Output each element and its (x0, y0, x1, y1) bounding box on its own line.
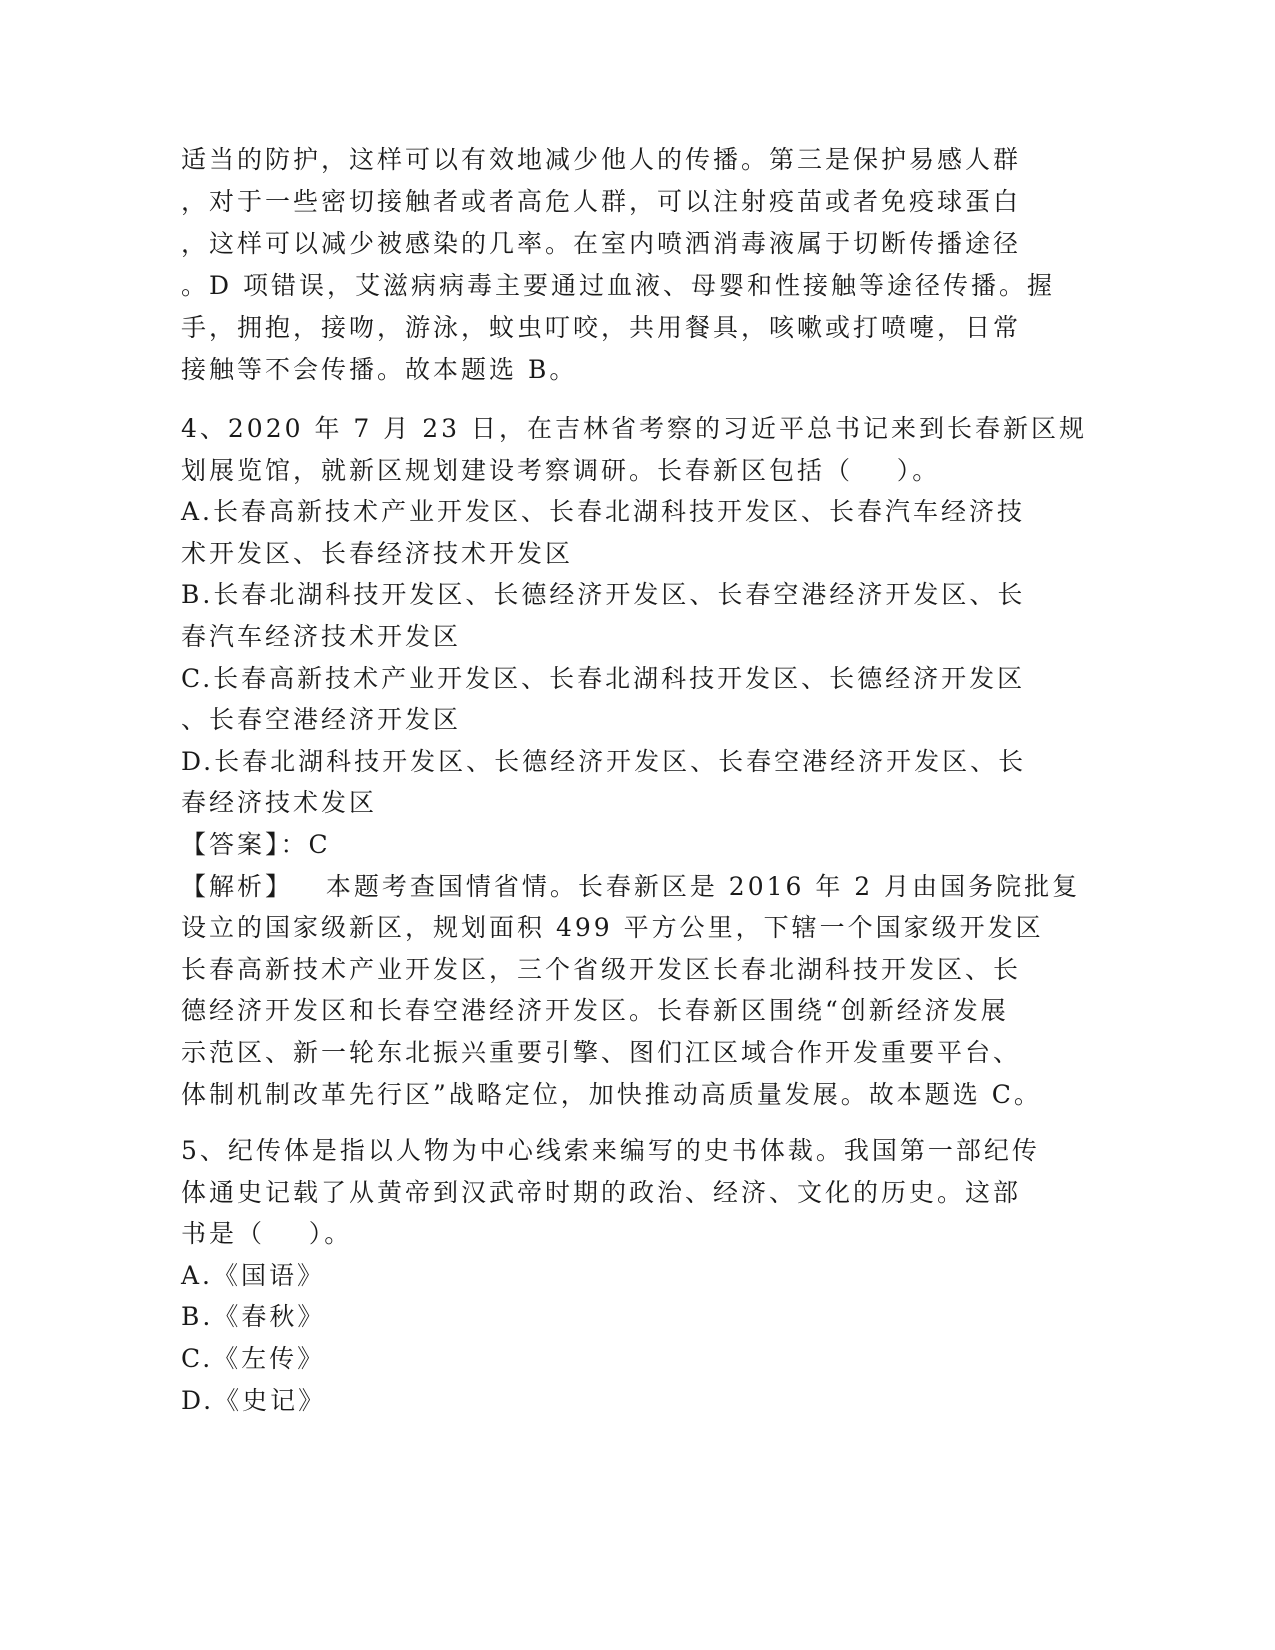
analysis-line: 体制机制改革先行区”战略定位，加快推动高质量发展。故本题选 C。 (181, 1079, 1042, 1109)
analysis-line: 设立的国家级新区，规划面积 499 平方公里，下辖一个国家级开发区 (181, 913, 1044, 943)
question-4 (181, 408, 1087, 1115)
question-stem-line: 5、纪传体是指以人物为中心线索来编写的史书体裁。我国第一部纪传 (181, 1136, 1040, 1165)
option-c-line: C.长春高新技术产业开发区、长春北湖科技开发区、长德经济开发区 (181, 663, 1026, 693)
question-stem-line: 书是（ ）。 (181, 1219, 353, 1249)
option-d: D.《史记》 (181, 1385, 327, 1415)
question-stem-line: 体通史记载了从黄帝到汉武帝时期的政治、经济、文化的历史。这部 (181, 1177, 1022, 1207)
question-stem-line: 划展览馆，就新区规划建设考察调研。长春新区包括（ ）。 (181, 455, 941, 485)
option-a: A.《国语》 (181, 1260, 326, 1290)
question-stem-line: 4、2020 年 7 月 23 日，在吉林省考察的习近平总书记来到长春新区规 (181, 414, 1087, 443)
answer-line: 【答案】：C (181, 829, 331, 859)
text-line: 。D 项错误，艾滋病病毒主要通过血液、母婴和性接触等途径传播。握 (181, 271, 1055, 300)
analysis-line: 德经济开发区和长春空港经济开发区。长春新区围绕“创新经济发展 (181, 996, 1009, 1026)
text-line: 适当的防护，这样可以有效地减少他人的传播。第三是保护易感人群 (181, 145, 1022, 174)
text-line: ，这样可以减少被感染的几率。在室内喷洒消毒液属于切断传播途径 (181, 229, 1022, 258)
option-d-line: D.长春北湖科技开发区、长德经济开发区、长春空港经济开发区、长 (181, 746, 1027, 776)
option-b-line: B.长春北湖科技开发区、长德经济开发区、长春空港经济开发区、长 (181, 580, 1026, 610)
text-line: ，对于一些密切接触者或者高危人群，可以注射疫苗或者免疫球蛋白 (181, 187, 1022, 216)
text-line: 手，拥抱，接吻，游泳，蚊虫叮咬，共用餐具，咳嗽或打喷嚏，日常 (181, 313, 1022, 342)
option-b-line: 春汽车经济技术开发区 (181, 621, 462, 651)
option-d-line: 春经济技术发区 (181, 788, 378, 818)
analysis-line: 长春高新技术产业开发区，三个省级开发区长春北湖科技开发区、长 (181, 954, 1022, 984)
text-line: 接触等不会传播。故本题选 B。 (181, 355, 578, 384)
analysis-line: 【解析】 本题考查国情省情。长春新区是 2016 年 2 月由国务院批复 (181, 871, 1081, 901)
option-a-line: 术开发区、长春经济技术开发区 (181, 538, 574, 568)
option-c: C.《左传》 (181, 1343, 326, 1373)
option-b: B.《春秋》 (181, 1302, 326, 1332)
question-5 (181, 1130, 1061, 1421)
previous-explanation (181, 139, 1061, 391)
option-a-line: A.长春高新技术产业开发区、长春北湖科技开发区、长春汽车经济技 (181, 497, 1026, 527)
analysis-line: 示范区、新一轮东北振兴重要引擎、图们江区域合作开发重要平台、 (181, 1037, 1022, 1067)
option-c-line: 、长春空港经济开发区 (181, 705, 462, 735)
